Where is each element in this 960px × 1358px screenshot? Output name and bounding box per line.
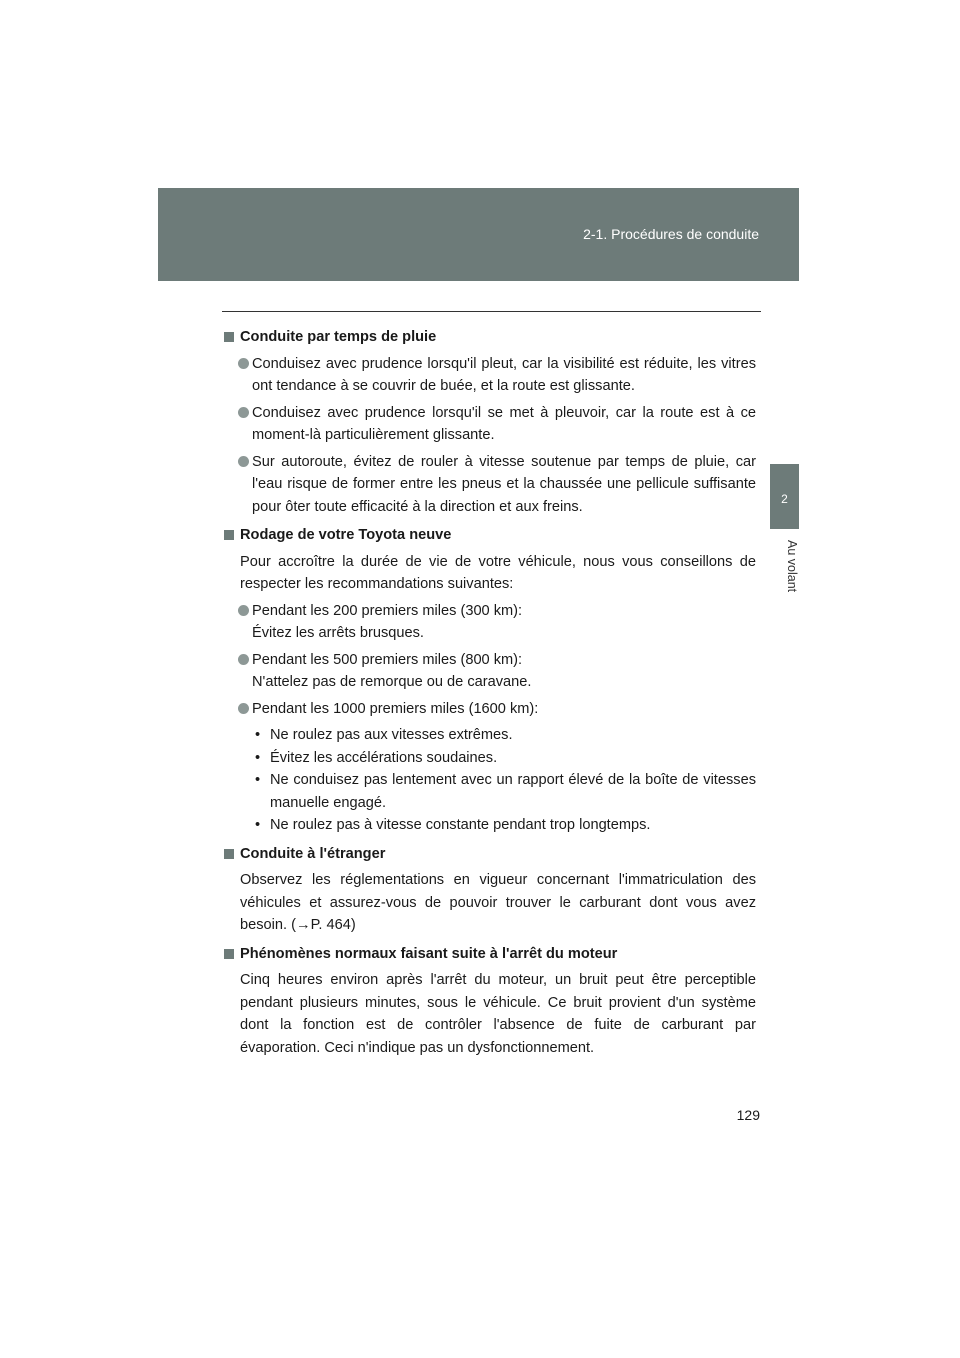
list-item [224,402,756,447]
page-number: 129 [736,1107,760,1123]
circle-bullet-icon [238,605,249,616]
chapter-title: 2-1. Procédures de conduite [583,226,759,242]
list-item [224,698,756,721]
chapter-side-label: Au volant [785,540,799,593]
section-title [224,524,756,547]
section-title-text: Phénomènes normaux faisant suite à l'arrêt du moteur [240,945,618,962]
list-item-text: Pendant les 200 premiers miles (300 km): [252,602,523,619]
bullet-point-icon: • [255,772,261,788]
square-bullet-icon [224,332,234,342]
list-item-detail: Évitez les arrêts brusques. [252,625,424,641]
list-item-detail: N'attelez pas de remorque ou de caravane. [252,674,532,690]
chapter-tab-number: 2 [781,492,788,506]
sub-list-item-text: Ne conduisez pas lentement avec un rapport élevé de la boîte de vitesses manuelle engagé. [270,772,756,811]
circle-bullet-icon [238,407,249,418]
header-band [158,188,799,281]
list-item-text: Conduisez avec prudence lorsqu'il se met à pleuvoir, car la route est à ce moment-là particulièrement glissante. [252,404,756,443]
section-break-in [224,524,756,837]
sub-list-item [252,724,756,747]
section-title-text: Conduite par temps de pluie [240,329,437,345]
sub-list-item-text: Évitez les accélérations soudaines. [270,749,498,766]
section-title-text: Conduite à l'étranger [240,845,386,862]
list-item [224,600,756,645]
sub-list-item [252,769,756,814]
section-title [224,326,756,349]
sub-list-item [252,814,756,837]
bullet-point-icon: • [255,749,261,766]
chapter-tab [770,464,799,529]
section-rain [224,326,756,518]
section-title [224,843,756,866]
section-text: Observez les réglementations en vigueur concernant l'immatriculation des véhicules et assurez-vous de pouvoir trouver le carburant dont vous avez besoin. (→P. 464) [240,872,756,933]
header-rule [222,311,761,312]
square-bullet-icon [224,530,234,540]
circle-bullet-icon [238,654,249,665]
list-item-text: Pendant les 1000 premiers miles (1600 km): [252,700,539,717]
list-item [224,649,756,694]
sub-list-item-text: Ne roulez pas à vitesse constante pendant trop longtemps. [270,817,651,833]
square-bullet-icon [224,849,234,859]
bullet-point-icon: • [255,727,261,743]
section-engine-stop [224,943,756,1060]
page-content [224,326,756,1065]
section-title [224,943,756,966]
circle-bullet-icon [238,703,249,714]
section-intro: Pour accroître la durée de vie de votre véhicule, nous vous conseillons de respecter les recommandations suivantes: [240,553,756,592]
list-item-text: Conduisez avec prudence lorsqu'il pleut, car la visibilité est réduite, les vitres ont tendance à se couvrir de buée, et la route est glissante. [252,355,756,394]
list-item [224,353,756,398]
section-text: Cinq heures environ après l'arrêt du moteur, un bruit peut être perceptible pendant plusieurs minutes, sous le véhicule. Ce bruit provient d'un système dont la fonction est de contrôler l'absence de fuite de carburant par évaporation. Ceci n'indique pas un dysfonctionnement. [240,972,756,1056]
list-item-text: Sur autoroute, évitez de rouler à vitesse soutenue par temps de pluie, car l'eau risque de former entre les pneus et la chaussée une pellicule suffisante pour ôter toute efficacité à la direction et aux freins. [252,453,756,515]
section-title-text: Rodage de votre Toyota neuve [240,527,452,543]
list-item [224,451,756,519]
section-abroad [224,843,756,937]
sub-list [224,724,756,837]
sub-list-item-text: Ne roulez pas aux vitesses extrêmes. [270,727,513,743]
square-bullet-icon [224,949,234,959]
bullet-point-icon: • [255,817,261,833]
list-item-text: Pendant les 500 premiers miles (800 km): [252,651,523,668]
circle-bullet-icon [238,456,249,467]
circle-bullet-icon [238,358,249,369]
sub-list-item [252,747,756,770]
